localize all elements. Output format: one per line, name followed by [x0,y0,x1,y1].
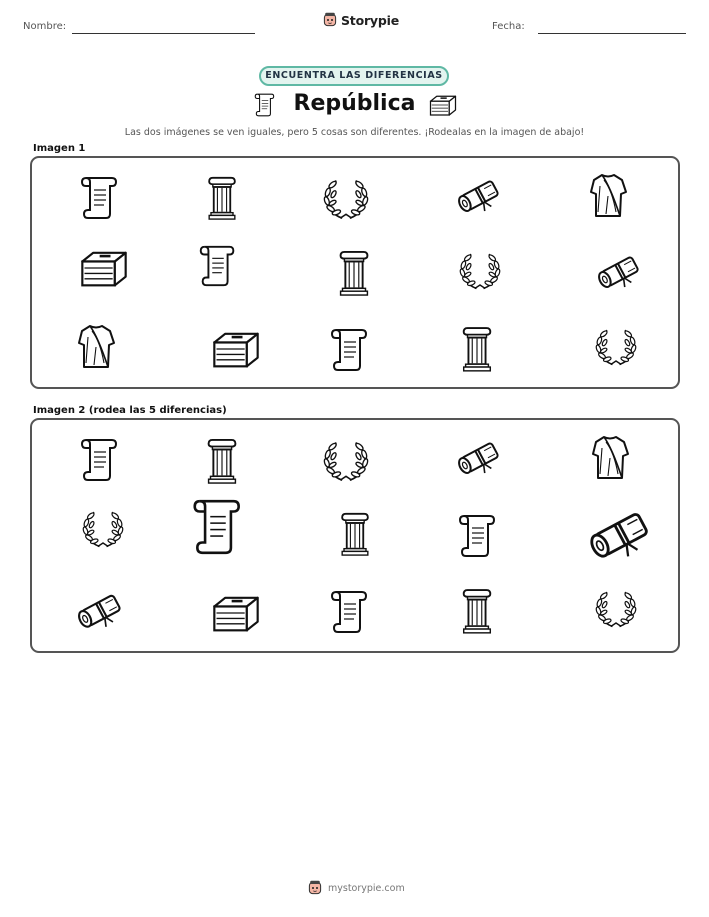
laurel-wreath-icon[interactable] [593,588,639,630]
scroll-icon[interactable] [188,496,248,558]
column-icon[interactable] [336,512,374,556]
column-icon[interactable] [458,588,496,634]
ballot-box-icon [428,92,458,118]
toga-icon [76,322,116,372]
mascot-icon [307,880,323,896]
rolled-scroll-icon[interactable] [74,590,126,632]
laurel-wreath-icon [457,250,503,292]
column-icon [334,250,374,296]
footer-link[interactable]: mystorypie.com [328,882,405,894]
scroll-icon[interactable] [458,512,498,560]
laurel-wreath-icon [593,326,639,368]
instructions: Las dos imágenes se ven iguales, pero 5 cosas son diferentes. ¡Rodealas en la imagen de abajo! [124,127,585,138]
date-label: Fecha: [492,21,525,32]
activity-badge: ENCUENTRA LAS DIFERENCIAS [259,66,449,86]
scroll-icon[interactable] [328,588,372,636]
ballot-box-icon [210,326,262,372]
column-icon [458,326,496,372]
ballot-box-icon[interactable] [210,590,262,636]
rolled-scroll-icon[interactable] [586,506,654,564]
laurel-wreath-icon [323,176,369,222]
laurel-wreath-icon[interactable] [323,438,369,484]
rolled-scroll-icon [595,252,643,292]
scroll-icon[interactable] [80,436,120,484]
date-line[interactable] [538,33,686,34]
scroll-icon [328,326,372,374]
page-title: República [293,91,416,116]
brand-logo [322,12,399,28]
image2-label: Imagen 2 (rodea las 5 diferencias) [33,405,227,416]
laurel-wreath-icon[interactable] [80,508,126,550]
column-icon [202,176,242,220]
ballot-box-icon [78,246,130,290]
mascot-icon [322,12,338,28]
name-label: Nombre: [23,21,67,32]
footer [307,880,405,896]
brand-name: Storypie [341,12,399,28]
image1-label: Imagen 1 [33,143,86,154]
name-line[interactable] [72,33,255,34]
scroll-icon [196,243,240,289]
toga-icon[interactable] [590,434,630,482]
column-icon[interactable] [202,438,242,484]
toga-icon [588,172,628,220]
rolled-scroll-icon[interactable] [455,438,503,478]
scroll-icon [80,174,120,222]
rolled-scroll-icon [455,176,503,216]
